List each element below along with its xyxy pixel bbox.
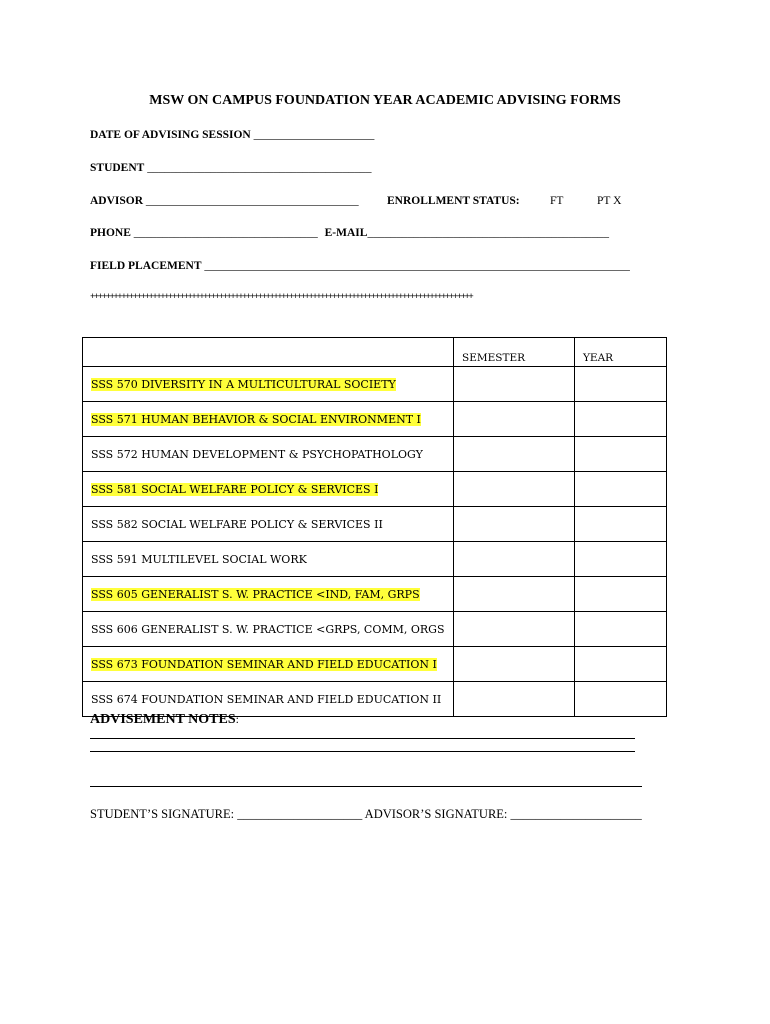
- year-cell[interactable]: [575, 612, 667, 647]
- header-course: [83, 338, 454, 367]
- student-field[interactable]: _______________________________________: [147, 162, 372, 174]
- courses-table: [82, 337, 667, 717]
- contact-row: [90, 227, 609, 239]
- semester-cell[interactable]: [454, 437, 575, 472]
- year-cell[interactable]: [575, 472, 667, 507]
- enrollment-label: ENROLLMENT STATUS:: [387, 195, 520, 207]
- semester-cell[interactable]: [454, 367, 575, 402]
- course-name: SSS 606 GENERALIST S. W. PRACTICE <GRPS, COMM, ORGS: [91, 622, 445, 636]
- course-cell: [83, 367, 454, 402]
- course-name: SSS 571 HUMAN BEHAVIOR & SOCIAL ENVIRONMENT I: [91, 412, 421, 426]
- semester-cell[interactable]: [454, 402, 575, 437]
- advisement-notes-label: ADVISEMENT NOTES: [90, 712, 236, 727]
- email-label: E-MAIL: [324, 227, 368, 239]
- header-year: YEAR: [575, 338, 667, 367]
- enrollment-ft-option[interactable]: FT: [550, 195, 564, 207]
- advisement-notes-heading: [90, 712, 239, 728]
- semester-cell[interactable]: [454, 647, 575, 682]
- table-row: [83, 542, 667, 577]
- semester-cell[interactable]: [454, 682, 575, 717]
- course-name: SSS 572 HUMAN DEVELOPMENT & PSYCHOPATHOLOGY: [91, 447, 423, 461]
- table-row: [83, 402, 667, 437]
- plus-separator: ++++++++++++++++++++++++++++++++++++++++++++++++++++++++++++++++++++++++++++++++++++++++++++++++++: [90, 292, 473, 302]
- course-name: SSS 591 MULTILEVEL SOCIAL WORK: [91, 552, 307, 566]
- course-cell: [83, 437, 454, 472]
- course-cell: [83, 472, 454, 507]
- advisor-field[interactable]: _____________________________________: [145, 195, 359, 207]
- field-placement-label: FIELD PLACEMENT: [90, 260, 202, 272]
- year-cell[interactable]: [575, 577, 667, 612]
- course-name: SSS 582 SOCIAL WELFARE POLICY & SERVICES II: [91, 517, 383, 531]
- course-name: SSS 673 FOUNDATION SEMINAR AND FIELD EDUCATION I: [91, 657, 437, 671]
- notes-line[interactable]: [90, 738, 635, 739]
- table-row: [83, 507, 667, 542]
- course-cell: [83, 612, 454, 647]
- year-cell[interactable]: [575, 507, 667, 542]
- enrollment-row: [387, 195, 520, 207]
- table-row: [83, 472, 667, 507]
- advisor-signature-label: ADVISOR’S SIGNATURE:: [364, 807, 508, 821]
- year-cell[interactable]: [575, 402, 667, 437]
- header-semester: SEMESTER: [454, 338, 575, 367]
- student-signature-field[interactable]: ____________________: [237, 807, 363, 821]
- field-placement-row: [90, 260, 630, 272]
- advisement-notes-colon: :: [235, 712, 239, 726]
- table-row: [83, 647, 667, 682]
- student-signature-label: STUDENT’S SIGNATURE:: [90, 807, 235, 821]
- year-cell[interactable]: [575, 367, 667, 402]
- table-header-row: [83, 338, 667, 367]
- semester-cell[interactable]: [454, 542, 575, 577]
- course-cell: [83, 402, 454, 437]
- phone-field[interactable]: ________________________________: [133, 227, 318, 239]
- year-cell[interactable]: [575, 437, 667, 472]
- course-cell: [83, 647, 454, 682]
- year-cell[interactable]: [575, 542, 667, 577]
- course-cell: [83, 577, 454, 612]
- student-label: STUDENT: [90, 162, 145, 174]
- course-cell: [83, 542, 454, 577]
- semester-cell[interactable]: [454, 507, 575, 542]
- phone-label: PHONE: [90, 227, 131, 239]
- email-field[interactable]: __________________________________________: [367, 227, 609, 239]
- course-cell: [83, 507, 454, 542]
- field-placement-field[interactable]: __________________________________________________________________________: [204, 260, 630, 272]
- semester-cell[interactable]: [454, 472, 575, 507]
- notes-line[interactable]: [90, 751, 635, 752]
- year-cell[interactable]: [575, 647, 667, 682]
- table-row: [83, 612, 667, 647]
- course-name: SSS 605 GENERALIST S. W. PRACTICE <IND, FAM, GRPS: [91, 587, 420, 601]
- advisor-row: [90, 195, 359, 207]
- table-row: [83, 367, 667, 402]
- semester-cell[interactable]: [454, 612, 575, 647]
- notes-line[interactable]: [90, 786, 642, 787]
- date-row: [90, 129, 374, 141]
- signature-row: [90, 807, 642, 822]
- enrollment-pt-option[interactable]: PT X: [597, 195, 622, 207]
- semester-cell[interactable]: [454, 577, 575, 612]
- page-title: MSW ON CAMPUS FOUNDATION YEAR ACADEMIC ADVISING FORMS: [149, 93, 621, 108]
- advisor-label: ADVISOR: [90, 195, 144, 207]
- course-name: SSS 674 FOUNDATION SEMINAR AND FIELD EDUCATION II: [91, 692, 442, 706]
- date-field[interactable]: _____________________: [253, 129, 375, 141]
- advisor-signature-field[interactable]: _____________________: [510, 807, 642, 821]
- year-cell[interactable]: [575, 682, 667, 717]
- table-row: [83, 437, 667, 472]
- student-row: [90, 162, 371, 174]
- table-row: [83, 577, 667, 612]
- course-name: SSS 570 DIVERSITY IN A MULTICULTURAL SOCIETY: [91, 377, 396, 391]
- date-label: DATE OF ADVISING SESSION: [90, 129, 251, 141]
- course-name: SSS 581 SOCIAL WELFARE POLICY & SERVICES I: [91, 482, 379, 496]
